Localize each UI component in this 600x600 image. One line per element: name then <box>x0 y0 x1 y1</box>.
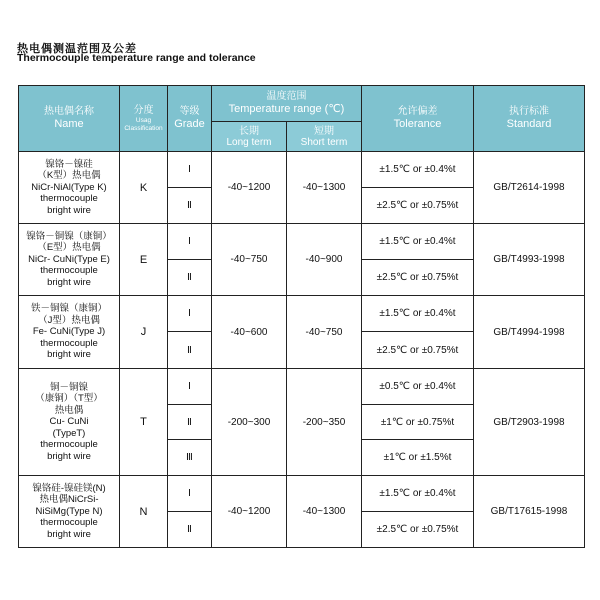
tolerance-cell: ±1.5℃ or ±0.4%t <box>362 476 474 512</box>
header-name <box>19 86 120 152</box>
thermocouple-name-line: Fe- CuNi(Type J) <box>32 326 106 338</box>
header-classification-en: Usag Classification <box>124 116 163 132</box>
standard-cell: GB/T2903-1998 <box>474 369 585 476</box>
grade-cell: Ⅲ <box>168 440 212 476</box>
short-term-cell: -40~1300 <box>287 152 362 224</box>
thermocouple-name-line: （康铜）（T型） <box>35 393 103 405</box>
header-tolerance <box>362 86 474 152</box>
table-body <box>19 152 585 548</box>
thermocouple-name <box>19 369 120 476</box>
header-long-en: Long term <box>226 136 272 148</box>
thermocouple-name-line: 热电偶 <box>54 404 84 416</box>
grade-cell: Ⅱ <box>168 512 212 548</box>
thermocouple-name-line: NiCr-NiAl(Type K) <box>31 181 107 193</box>
tolerance-cell: ±1℃ or ±0.75%t <box>362 405 474 440</box>
standard-cell: GB/T2614-1998 <box>474 152 585 224</box>
header-grade <box>168 86 212 152</box>
long-term-cell: -40~1200 <box>212 152 287 224</box>
header-standard-en: Standard <box>506 118 552 130</box>
thermocouple-name-line: bright wire <box>47 349 91 361</box>
grade-cell: Ⅰ <box>168 296 212 332</box>
table-row <box>19 224 585 260</box>
grade-cell: Ⅱ <box>168 188 212 224</box>
header-standard <box>474 86 585 152</box>
thermocouple-name-line: NiCr- CuNi(Type E) <box>28 253 110 265</box>
header-long-term <box>212 122 287 152</box>
thermocouple-name-line: bright wire <box>47 276 91 288</box>
standard-cell: GB/T4994-1998 <box>474 296 585 369</box>
grade-cell: Ⅰ <box>168 224 212 260</box>
long-term-cell: -200~300 <box>212 369 287 476</box>
grade-cell: Ⅱ <box>168 260 212 296</box>
header-range-cn: 温度范围 <box>266 91 307 102</box>
tolerance-cell: ±2.5℃ or ±0.75%t <box>362 188 474 224</box>
thermocouple-name-line: 铁－铜镍（康铜） <box>30 303 107 315</box>
grade-cell: Ⅱ <box>168 405 212 440</box>
header-standard-cn: 执行标准 <box>509 106 549 117</box>
header-long-cn: 长期 <box>239 125 259 137</box>
header-classification-cn: 分度 <box>133 104 154 116</box>
long-term-cell: -40~1200 <box>212 476 287 548</box>
header-classification <box>120 86 168 152</box>
tolerance-cell: ±2.5℃ or ±0.75%t <box>362 512 474 548</box>
thermocouple-name <box>19 152 120 224</box>
thermocouple-name <box>19 224 120 296</box>
tolerance-cell: ±1.5℃ or ±0.4%t <box>362 224 474 260</box>
table-row <box>19 369 585 405</box>
classification-cell: N <box>120 476 168 548</box>
thermocouple-name <box>19 296 120 369</box>
long-term-cell: -40~600 <box>212 296 287 369</box>
header-short-en: Short term <box>300 136 348 148</box>
tolerance-table <box>18 85 585 548</box>
header-short-term <box>287 122 362 152</box>
thermocouple-name-line: （J型）热电偶 <box>38 314 100 326</box>
header-tolerance-en: Tolerance <box>393 118 442 130</box>
long-term-cell: -40~750 <box>212 224 287 296</box>
header-short-cn: 短期 <box>314 125 334 137</box>
grade-cell: Ⅱ <box>168 332 212 369</box>
table-row <box>19 152 585 188</box>
header-grade-cn: 等级 <box>179 106 200 117</box>
grade-cell: Ⅰ <box>168 476 212 512</box>
thermocouple-name-line: thermocouple <box>40 517 98 529</box>
thermocouple-name-line: 镍铬－铜镍（康铜） <box>26 230 112 242</box>
tolerance-cell: ±0.5℃ or ±0.4%t <box>362 369 474 405</box>
classification-cell: E <box>120 224 168 296</box>
header-name-cn: 热电偶名称 <box>44 106 94 117</box>
thermocouple-name-line: NiSiMg(Type N) <box>35 505 103 517</box>
table-row <box>19 296 585 332</box>
thermocouple-name-line: bright wire <box>47 528 91 540</box>
standard-cell: GB/T4993-1998 <box>474 224 585 296</box>
standard-cell: GB/T17615-1998 <box>474 476 585 548</box>
thermocouple-name-line: thermocouple <box>40 337 98 349</box>
thermocouple-name-line: thermocouple <box>40 265 98 277</box>
thermocouple-name-line: （K型）热电偶 <box>37 170 101 182</box>
thermocouple-name-line: （E型）热电偶 <box>37 242 101 254</box>
thermocouple-name <box>19 476 120 548</box>
thermocouple-name-line: thermocouple <box>40 193 98 205</box>
thermocouple-name-line: 热电偶NiCrSi- <box>39 494 99 506</box>
short-term-cell: -40~1300 <box>287 476 362 548</box>
header-range-en: Temperature range (℃) <box>228 103 345 115</box>
thermocouple-name-line: bright wire <box>47 450 91 462</box>
tolerance-cell: ±2.5℃ or ±0.75%t <box>362 260 474 296</box>
thermocouple-name-line: (TypeT) <box>52 427 86 439</box>
thermocouple-name-line: 铜－铜镍 <box>49 381 88 393</box>
thermocouple-name-line: thermocouple <box>40 439 98 451</box>
header-name-en: Name <box>54 118 84 130</box>
classification-cell: K <box>120 152 168 224</box>
classification-cell: T <box>120 369 168 476</box>
thermocouple-name-line: Cu- CuNi <box>49 416 89 428</box>
tolerance-cell: ±2.5℃ or ±0.75%t <box>362 332 474 369</box>
tolerance-cell: ±1.5℃ or ±0.4%t <box>362 152 474 188</box>
classification-cell: J <box>120 296 168 369</box>
short-term-cell: -40~900 <box>287 224 362 296</box>
thermocouple-name-line: 镍铬－镍硅 <box>45 158 93 170</box>
header-grade-en: Grade <box>174 118 205 130</box>
tolerance-cell: ±1.5℃ or ±0.4%t <box>362 296 474 332</box>
tolerance-cell: ±1℃ or ±1.5%t <box>362 440 474 476</box>
short-term-cell: -40~750 <box>287 296 362 369</box>
page-title-en: Thermocouple temperature range and tolerance <box>17 52 256 64</box>
header-temperature-range <box>212 86 362 122</box>
header-tolerance-cn: 允许偏差 <box>397 106 438 117</box>
thermocouple-name-line: bright wire <box>47 204 91 216</box>
table-row <box>19 476 585 512</box>
grade-cell: Ⅰ <box>168 152 212 188</box>
page-title-cn: 热电偶测温范围及公差 <box>17 43 137 55</box>
short-term-cell: -200~350 <box>287 369 362 476</box>
grade-cell: Ⅰ <box>168 369 212 405</box>
thermocouple-name-line: 镍铬硅-镍硅镁(N) <box>32 482 106 494</box>
